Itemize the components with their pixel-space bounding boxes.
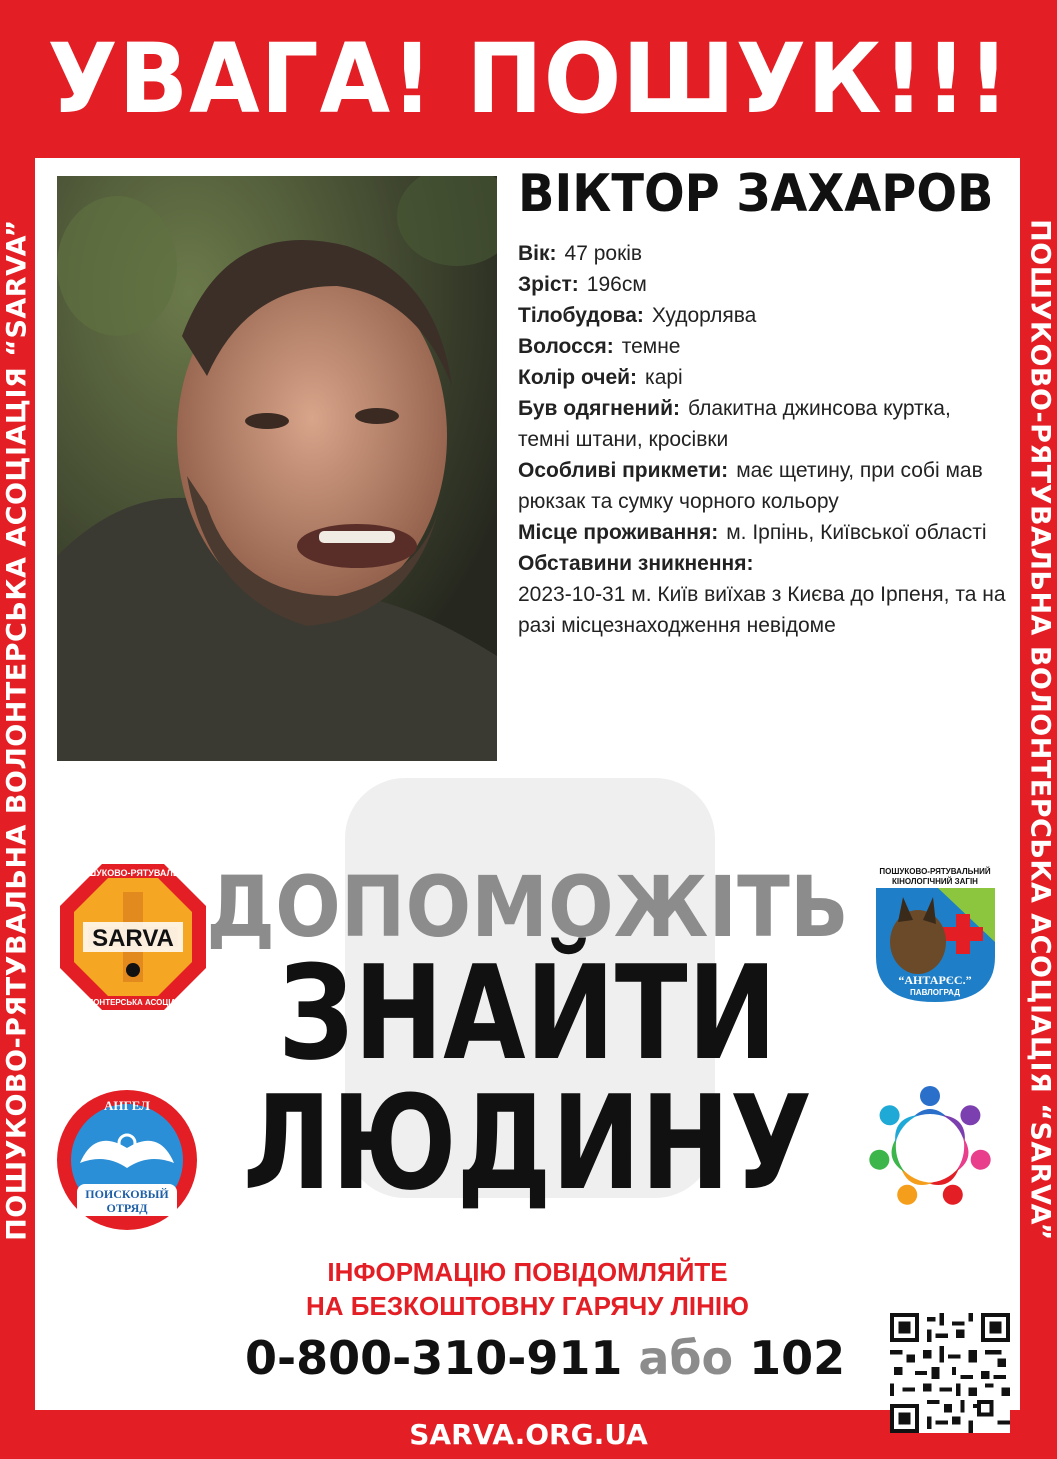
detail-height: Зріст: 196см [518, 273, 647, 296]
svg-text:КІНОЛОГІЧНИЙ ЗАГІН: КІНОЛОГІЧНИЙ ЗАГІН [892, 877, 978, 886]
angel-search-logo [55, 1088, 200, 1233]
volunteer-circle-logo [860, 1078, 1000, 1218]
help-line-2: ЗНАЙТИ [278, 937, 777, 1089]
svg-text:ПАВЛОГРАД: ПАВЛОГРАД [910, 988, 960, 997]
svg-text:ПОИСКОВЫЙ: ПОИСКОВЫЙ [85, 1187, 169, 1201]
website-link[interactable]: SARVA.ORG.UA [409, 1418, 648, 1451]
emergency-phone[interactable]: 102 [749, 1331, 846, 1385]
svg-text:АНГЕЛ: АНГЕЛ [104, 1098, 150, 1113]
detail-age: Вік: 47 років [518, 242, 643, 265]
phone-or: або [638, 1331, 734, 1385]
header-banner [0, 0, 1057, 158]
person-name: ВІКТОР ЗАХАРОВ [518, 164, 994, 224]
help-line-1: ДОПОМОЖІТЬ [206, 858, 849, 956]
detail-features: Особливі прикмети: має щетину, при собі мав рюкзак та сумку чорного кольору [518, 459, 983, 513]
hotline-line-2: НА БЕЗКОШТОВНУ ГАРЯЧУ ЛІНІЮ [306, 1291, 749, 1321]
person-info [518, 164, 1008, 641]
svg-text:ВОЛОНТЕРСЬКА АСОЦІАЦІЯ: ВОЛОНТЕРСЬКА АСОЦІАЦІЯ [75, 998, 191, 1007]
svg-text:ПОШУКОВО-РЯТУВАЛЬНИЙ: ПОШУКОВО-РЯТУВАЛЬНИЙ [879, 867, 991, 876]
svg-text:“АНТАРЄС.”: “АНТАРЄС.” [898, 973, 972, 987]
phone-numbers [245, 1331, 845, 1385]
poster-panel [35, 158, 1020, 1410]
detail-hair: Волосся: темне [518, 335, 681, 358]
detail-eyes: Колір очей: карі [518, 366, 683, 389]
svg-text:ОТРЯД: ОТРЯД [106, 1201, 148, 1215]
antares-logo [868, 862, 1003, 1007]
missing-person-photo [57, 176, 497, 761]
detail-build: Тілобудова: Худорлява [518, 304, 757, 327]
detail-circumstances: Обставини зникнення: 2023-10-31 м. Київ виїхав з Києва до Ірпеня, та на разі місцезнаходження невідоме [518, 552, 1006, 637]
hotline-phone[interactable]: 0-800-310-911 [245, 1331, 623, 1385]
detail-clothing: Був одягнений: блакитна джинсова куртка, темні штани, кросівки [518, 397, 951, 451]
detail-residence: Місце проживання: м. Ірпінь, Київської області [518, 521, 987, 544]
svg-text:ПОШУКОВО-РЯТУВАЛЬНА: ПОШУКОВО-РЯТУВАЛЬНА [73, 868, 193, 878]
side-text-left: ПОШУКОВО-РЯТУВАЛЬНА ВОЛОНТЕРСЬКА АСОЦІАЦІЯ “SARVA” [1, 219, 33, 1241]
side-text-right: ПОШУКОВО-РЯТУВАЛЬНА ВОЛОНТЕРСЬКА АСОЦІАЦІЯ “SARVA” [1024, 219, 1056, 1241]
footer [0, 1410, 1057, 1459]
hotline-line-1: ІНФОРМАЦІЮ ПОВІДОМЛЯЙТЕ [327, 1257, 728, 1287]
alert-title: УВАГА! ПОШУК!!! [47, 23, 1010, 135]
svg-text:SARVA: SARVA [92, 925, 174, 952]
hotline-notice [35, 1255, 1020, 1323]
sarva-logo [58, 862, 208, 1012]
help-line-3: ЛЮДИНУ [242, 1067, 813, 1219]
